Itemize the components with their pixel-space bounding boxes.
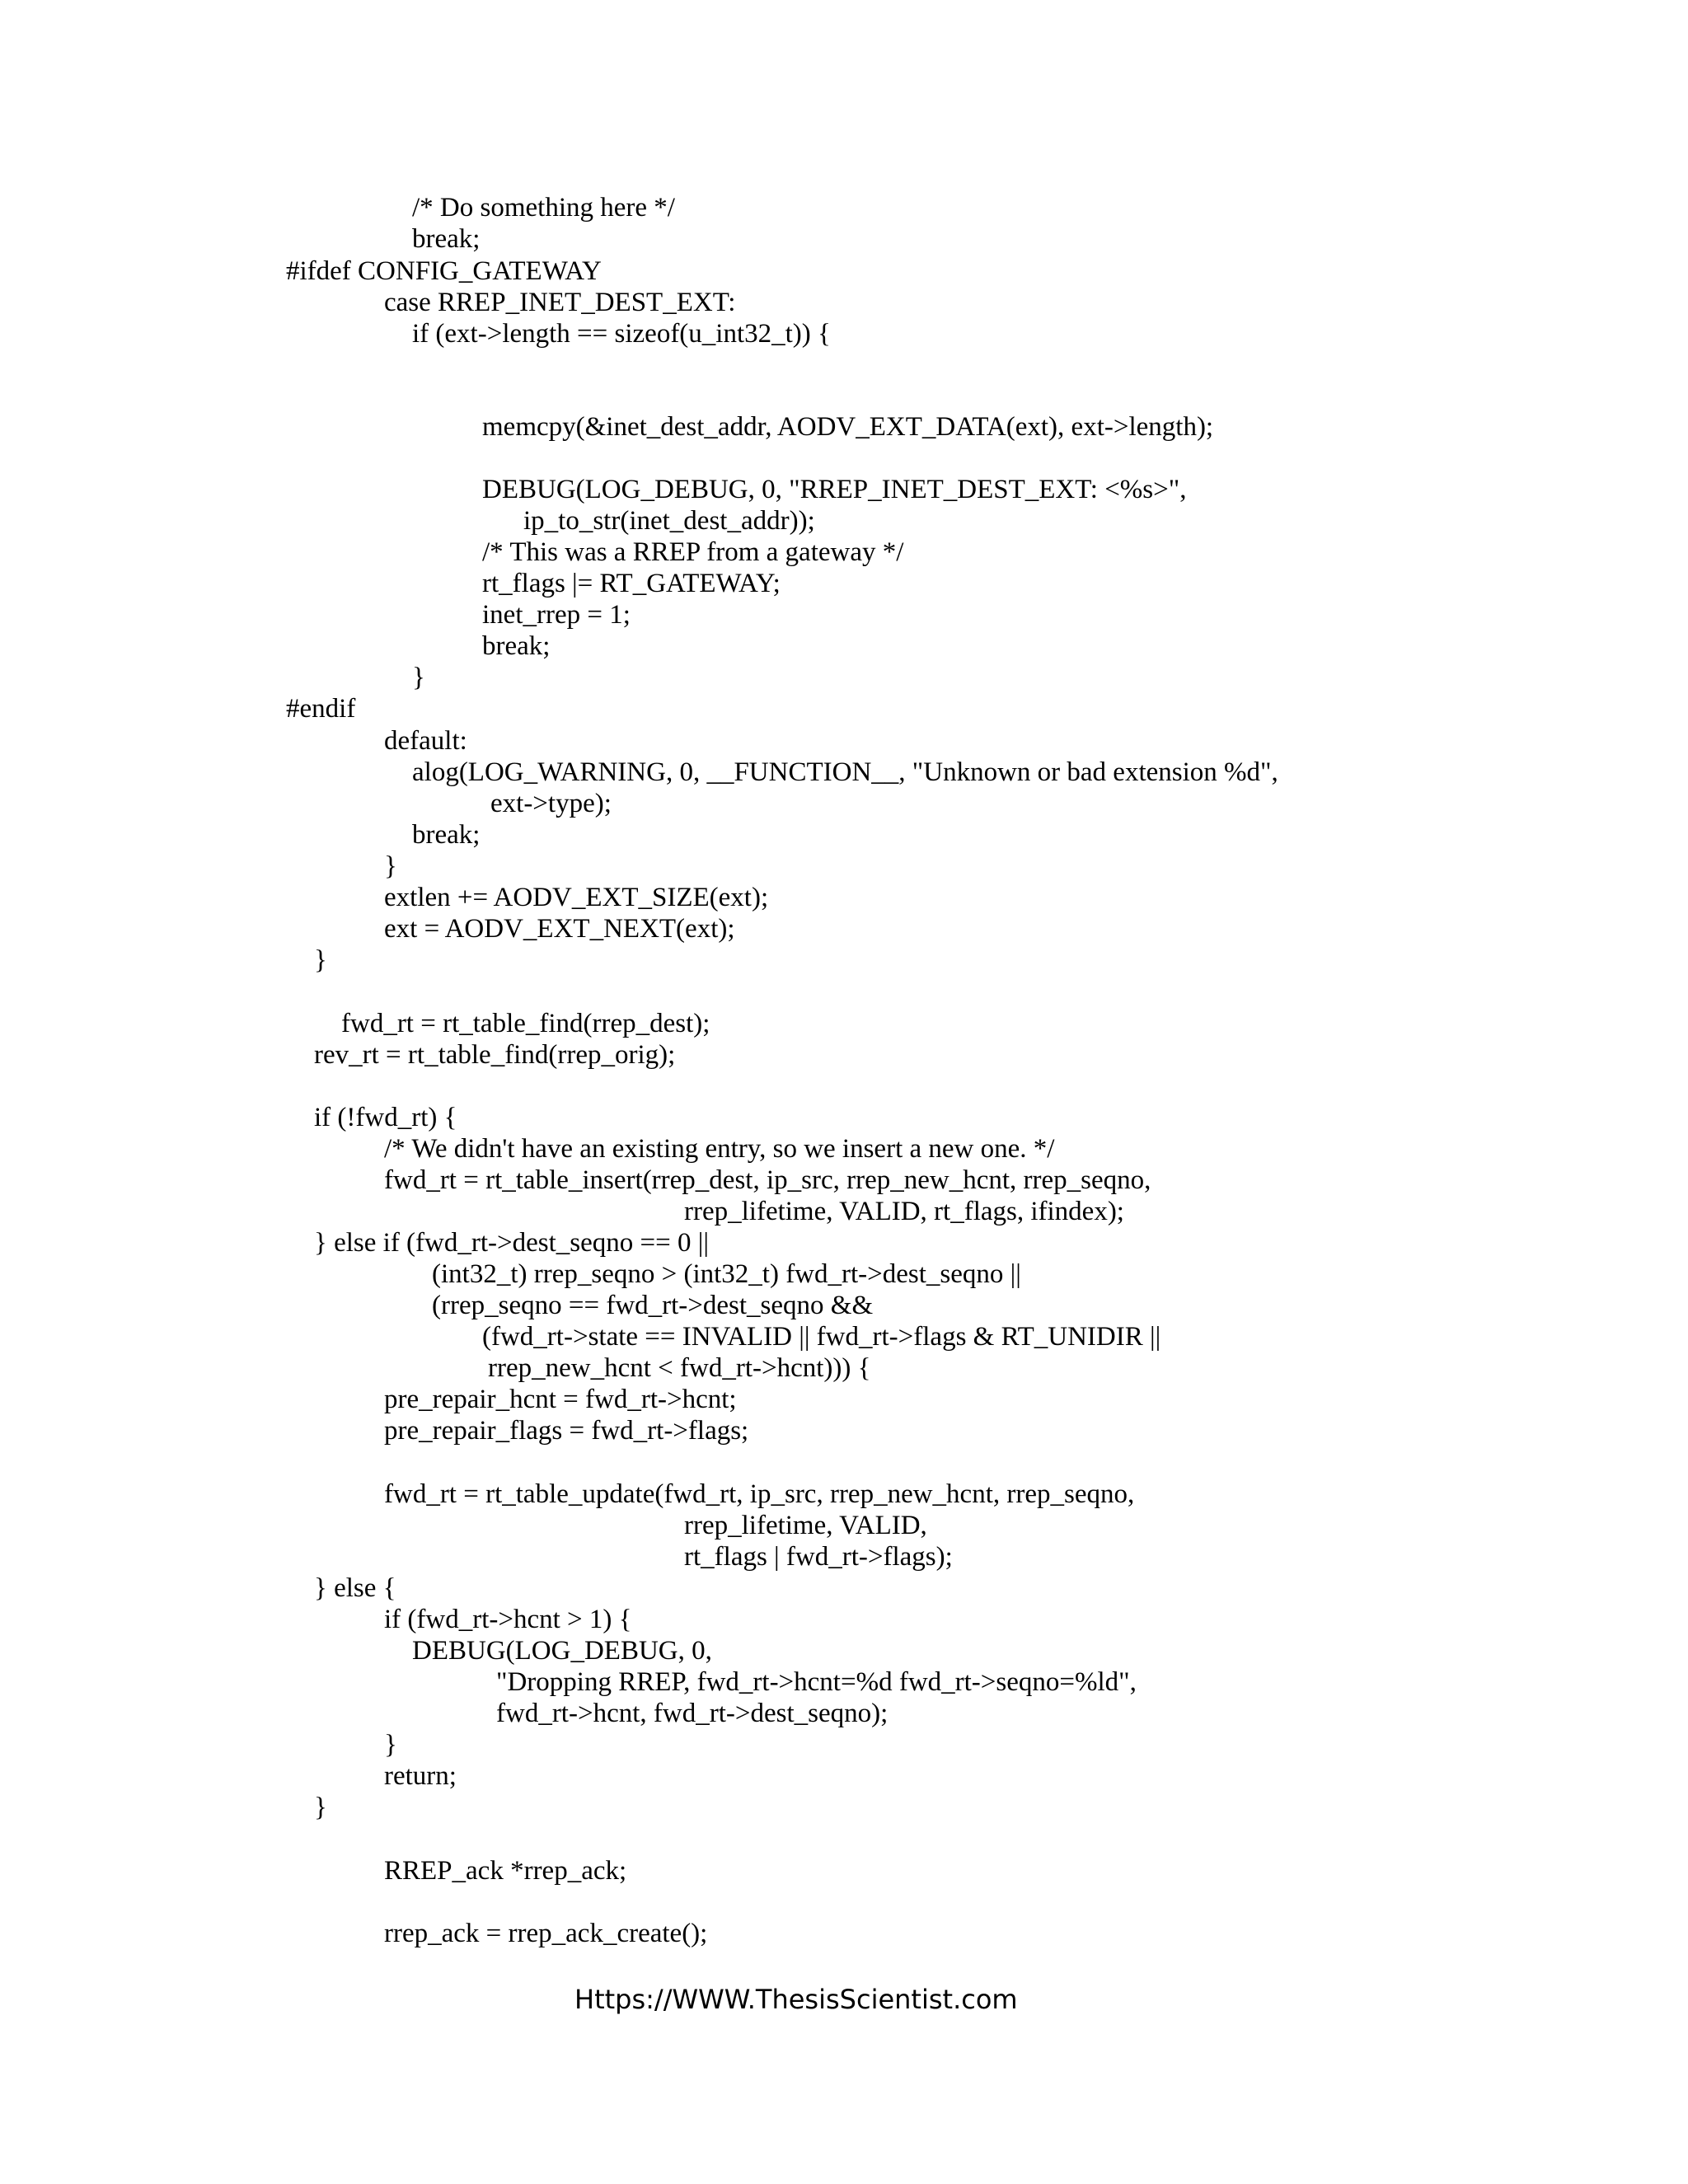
code-line: fwd_rt = rt_table_insert(rrep_dest, ip_src, rrep_new_hcnt, rrep_seqno, — [384, 1165, 1151, 1195]
code-line: rrep_ack = rrep_ack_create(); — [384, 1919, 708, 1948]
code-line: (fwd_rt->state == INVALID || fwd_rt->flags & RT_UNIDIR || — [482, 1322, 1161, 1352]
code-line: rrep_lifetime, VALID, — [684, 1511, 927, 1540]
code-line: fwd_rt = rt_table_find(rrep_dest); — [341, 1009, 710, 1038]
code-line: } — [384, 851, 397, 881]
code-line: rrep_new_hcnt < fwd_rt->hcnt))) { — [488, 1353, 871, 1383]
code-line: memcpy(&inet_dest_addr, AODV_EXT_DATA(ext), ext->length); — [482, 412, 1214, 442]
code-line: case RREP_INET_DEST_EXT: — [384, 288, 736, 317]
code-line: extlen += AODV_EXT_SIZE(ext); — [384, 883, 769, 912]
code-line: return; — [384, 1761, 457, 1791]
code-line: #ifdef CONFIG_GATEWAY — [286, 256, 602, 286]
code-line: /* We didn't have an existing entry, so we insert a new one. */ — [384, 1134, 1055, 1164]
code-line: ip_to_str(inet_dest_addr)); — [523, 506, 815, 536]
code-line: rrep_lifetime, VALID, rt_flags, ifindex); — [684, 1197, 1124, 1226]
code-line: pre_repair_hcnt = fwd_rt->hcnt; — [384, 1385, 737, 1414]
code-line: DEBUG(LOG_DEBUG, 0, "RREP_INET_DEST_EXT: <%s>", — [482, 475, 1187, 504]
footer-url: Https://WWW.ThesisScientist.com — [574, 1984, 1018, 2015]
code-line: /* This was a RREP from a gateway */ — [482, 537, 904, 567]
code-line: inet_rrep = 1; — [482, 600, 631, 630]
code-line: fwd_rt = rt_table_update(fwd_rt, ip_src, rrep_new_hcnt, rrep_seqno, — [384, 1479, 1135, 1509]
code-line: ext = AODV_EXT_NEXT(ext); — [384, 914, 735, 944]
code-line: break; — [412, 224, 481, 254]
code-line: } — [314, 945, 327, 975]
code-line: #endif — [286, 694, 356, 724]
code-line: pre_repair_flags = fwd_rt->flags; — [384, 1416, 749, 1446]
code-line: (int32_t) rrep_seqno > (int32_t) fwd_rt->dest_seqno || — [432, 1259, 1021, 1289]
code-line: DEBUG(LOG_DEBUG, 0, — [412, 1636, 712, 1666]
code-line: } — [412, 663, 425, 692]
code-line: if (!fwd_rt) { — [314, 1103, 457, 1132]
code-line: ext->type); — [490, 789, 612, 818]
code-line: rt_flags | fwd_rt->flags); — [684, 1542, 953, 1572]
code-line: if (ext->length == sizeof(u_int32_t)) { — [412, 319, 831, 349]
code-line: } — [384, 1730, 397, 1760]
code-line: "Dropping RREP, fwd_rt->hcnt=%d fwd_rt->seqno=%ld", — [496, 1667, 1137, 1697]
code-line: } — [314, 1793, 327, 1822]
code-line: rt_flags |= RT_GATEWAY; — [482, 569, 781, 598]
code-line: } else { — [314, 1573, 396, 1603]
code-line: (rrep_seqno == fwd_rt->dest_seqno && — [432, 1291, 874, 1320]
code-line: /* Do something here */ — [412, 193, 675, 223]
code-line: break; — [412, 820, 481, 850]
code-line: break; — [482, 631, 551, 661]
code-line: default: — [384, 726, 467, 756]
code-line: if (fwd_rt->hcnt > 1) { — [384, 1605, 632, 1634]
code-line: fwd_rt->hcnt, fwd_rt->dest_seqno); — [496, 1699, 889, 1728]
code-line: rev_rt = rt_table_find(rrep_orig); — [314, 1040, 676, 1070]
code-line: alog(LOG_WARNING, 0, __FUNCTION__, "Unknown or bad extension %d", — [412, 757, 1278, 787]
code-line: } else if (fwd_rt->dest_seqno == 0 || — [314, 1228, 709, 1258]
code-line: RREP_ack *rrep_ack; — [384, 1856, 627, 1886]
